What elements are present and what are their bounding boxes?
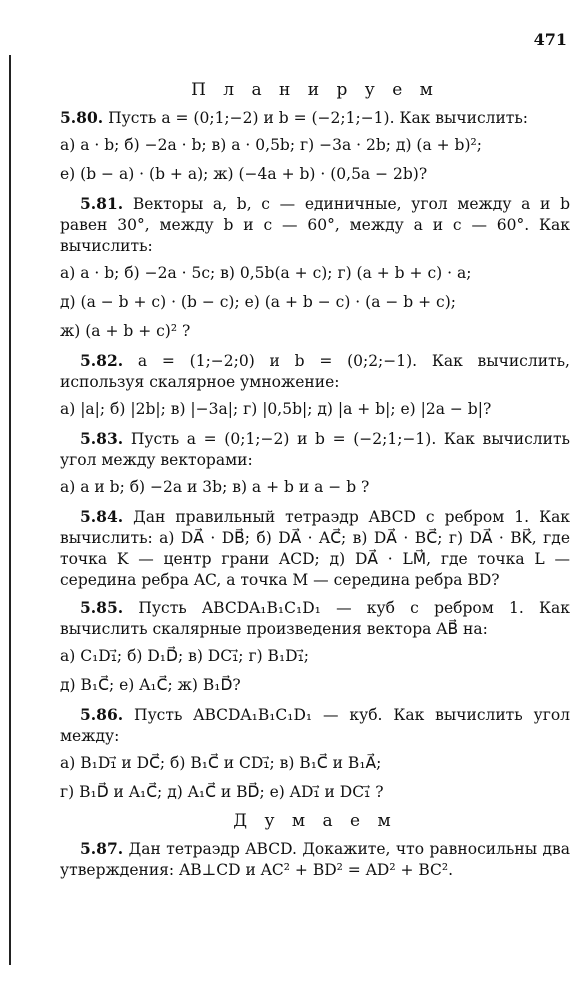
problem-line: а) |a|; б) |2b|; в) |−3a|; г) |0,5b|; д) |a + b|; е) |2a − b|? <box>60 400 492 418</box>
problem-5-86 <box>60 704 570 803</box>
problem-text: Дан правильный тетраэдр ABCD с ребром 1. Как вычислить: а) DA⃗ · DB⃗; б) DA⃗ · AC⃗; в) DA⃗ · BC⃗; г) DA⃗ · BK⃗, где точка K — центр грани ACD; д) DA⃗ · LM⃗, где точка L — середина ребра AC, а точка M — середина ребра BD? <box>60 508 570 589</box>
section-heading-plan: П л а н и р у е м <box>191 80 439 100</box>
problem-5-83 <box>60 428 570 498</box>
problem-line: а) a · b; б) −2a · 5c; в) 0,5b(a + c); г) (a + b + c) · a; <box>60 264 472 282</box>
problem-5-80 <box>60 107 570 185</box>
problem-text: Пусть a = (0;1;−2) и b = (−2;1;−1). Как вычислить угол между векторами: <box>60 430 570 469</box>
problem-line: е) (b − a) · (b + a); ж) (−4a + b) · (0,5a − 2b)? <box>60 165 428 183</box>
problem-line: д) B₁C⃗; е) A₁C⃗; ж) B₁D⃗? <box>60 676 241 694</box>
problem-line: а) a · b; б) −2a · b; в) a · 0,5b; г) −3a · 2b; д) (a + b)²; <box>60 136 482 154</box>
problem-text: Векторы a, b, c — единичные, угол между a и b равен 30°, между b и c — 60°, между a и c — 60°. Как вычислить: <box>60 195 570 255</box>
problem-line: а) B₁D₁⃗ и DC⃗; б) B₁C⃗ и CD₁⃗; в) B₁C⃗ и B₁A⃗; <box>60 754 382 772</box>
margin-rule <box>9 55 11 965</box>
page-content <box>60 78 570 887</box>
problem-number: 5.85. <box>80 598 124 617</box>
problem-number: 5.82. <box>80 351 124 370</box>
problem-line: а) C₁D₁⃗; б) D₁D⃗; в) DC₁⃗; г) B₁D₁⃗; <box>60 647 310 665</box>
problem-text: Дан тетраэдр ABCD. Докажите, что равносильны два утверждения: AB⊥CD и AC² + BD² = AD² + BC². <box>60 840 570 879</box>
problem-5-81 <box>60 193 570 342</box>
problem-text: Пусть a = (0;1;−2) и b = (−2;1;−1). Как вычислить: <box>108 109 529 127</box>
section-heading-think: Д у м а е м <box>233 811 397 831</box>
problem-text: Пусть ABCDA₁B₁C₁D₁ — куб. Как вычислить угол между: <box>60 706 570 745</box>
problem-5-87 <box>60 838 570 881</box>
problem-number: 5.81. <box>80 194 124 213</box>
problem-number: 5.80. <box>60 108 104 127</box>
page-number: 471 <box>533 30 567 49</box>
problem-line: ж) (a + b + c)² ? <box>60 322 191 340</box>
problem-number: 5.84. <box>80 507 124 526</box>
problem-line: д) (a − b + c) · (b − c); е) (a + b − c) · (a − b + c); <box>60 293 456 311</box>
problem-line: г) B₁D⃗ и A₁C⃗; д) A₁C⃗ и BD⃗; е) AD₁⃗ и DC₁⃗ ? <box>60 783 384 801</box>
problem-5-85 <box>60 597 570 696</box>
problem-number: 5.86. <box>80 705 124 724</box>
problem-5-84 <box>60 506 570 591</box>
problem-line: а) a и b; б) −2a и 3b; в) a + b и a − b ? <box>60 478 370 496</box>
problem-text: Пусть ABCDA₁B₁C₁D₁ — куб с ребром 1. Как вычислить скалярные произведения вектора AB⃗ на: <box>60 599 570 638</box>
problem-5-82 <box>60 350 570 420</box>
problem-text: a = (1;−2;0) и b = (0;2;−1). Как вычислить, используя скалярное умножение: <box>60 352 570 391</box>
problem-number: 5.87. <box>80 839 124 858</box>
problem-number: 5.83. <box>80 429 124 448</box>
